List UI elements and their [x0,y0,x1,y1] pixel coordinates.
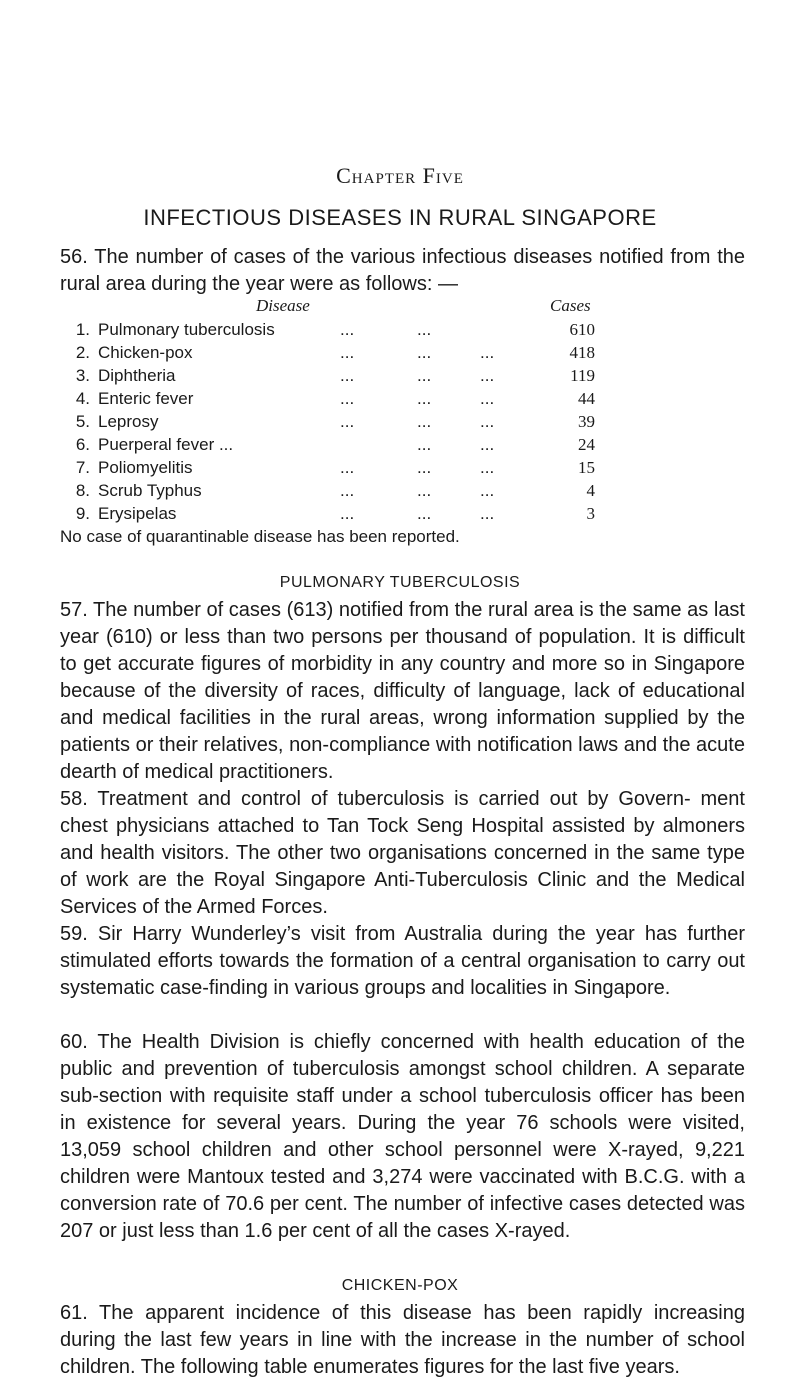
disease-name: Chicken-pox [98,343,193,362]
leader-dots: ... [417,320,432,339]
leader-dots: ... [417,435,432,454]
chapter-heading: Chapter Five [336,163,464,188]
leader-dots: ... [480,389,495,408]
leader-dots: ... [417,504,432,523]
section-heading-pulmonary-tuberculosis: PULMONARY TUBERCULOSIS [279,574,521,591]
leader-dots: ... [480,343,495,362]
leader-dots: ... [480,435,495,454]
table-row [60,366,740,389]
section-heading-chicken-pox: CHICKEN-POX [341,1277,459,1294]
table-row [60,481,740,504]
leader-dots: ... [417,366,432,385]
table-row [60,504,740,527]
disease-name: Poliomyelitis [98,458,193,477]
quarantine-note: No case of quarantinable disease has been reported. [60,527,460,546]
leader-dots: ... [417,389,432,408]
case-count: 39 [578,412,595,431]
page-title: INFECTIOUS DISEASES IN RURAL SINGAPORE [143,205,657,230]
paragraph-59: 59. Sir Harry Wunderley’s visit from Australia during the year has further stimulated efforts towards the formation of a central organisation to carry out systematic case-finding in various groups and localities in Singapore. [60,923,745,999]
disease-name: Pulmonary tuberculosis [98,320,275,339]
paragraph-56: 56. The number of cases of the various infectious diseases notified from the rural area during the year were as follows: — [60,246,745,295]
leader-dots: ... [417,412,432,431]
leader-dots: ... [480,366,495,385]
case-count: 418 [569,343,595,362]
paragraph-60: 60. The Health Division is chiefly concerned with health education of the public and prevention of tuberculosis amongst school children. A separate sub-section with requisite staff under a school tuberculosis officer has been in existence for several years. During the year 76 schools were visited, 13,059 school children and other school personnel were X-rayed, 9,221 children were Mantoux tested and 3,274 were vaccinated with B.C.G. with a conversion rate of 70.6 per cent. The number of infective cases detected was 207 or just less than 1.6 per cent of all the cases X-rayed. [60,1031,745,1242]
leader-dots: ... [480,412,495,431]
leader-dots: ... [417,481,432,500]
disease-name: Diphtheria [98,366,176,385]
leader-dots: ... [340,343,355,362]
row-number: 7. [75,458,90,477]
leader-dots: ... [480,481,495,500]
disease-column-header: Disease [256,296,310,315]
leader-dots: ... [417,458,432,477]
row-number: 9. [75,504,90,523]
leader-dots: ... [340,481,355,500]
paragraph-57: 57. The number of cases (613) notified from the rural area is the same as last year (610) or less than two persons per thousand of population. It is difficult to get accurate figures of morbidity in any country and more so in Singapore because of the diversity of races, difficulty of language, lack of educational and medical facilities in the rural areas, wrong information supplied by the patients or their relatives, non-compliance with notification laws and the acute dearth of medical practitioners. [60,599,745,783]
case-count: 3 [586,504,595,523]
table-row [60,320,740,343]
case-count: 15 [578,458,595,477]
case-count: 119 [570,366,595,385]
table-row [60,412,740,435]
case-count: 610 [569,320,595,339]
leader-dots: ... [480,504,495,523]
table-row [60,435,740,458]
row-number: 6. [75,435,90,454]
disease-name: Puerperal fever ... [98,435,234,454]
disease-name: Scrub Typhus [98,481,202,500]
row-number: 8. [75,481,90,500]
row-number: 4. [75,389,90,408]
table-row [60,343,740,366]
row-number: 1. [75,320,90,339]
leader-dots: ... [340,412,355,431]
leader-dots: ... [340,320,355,339]
disease-name: Erysipelas [98,504,177,523]
cases-column-header: Cases [550,296,591,315]
leader-dots: ... [340,389,355,408]
table-row [60,389,740,412]
leader-dots: ... [480,458,495,477]
table-row [60,458,740,481]
row-number: 3. [75,366,90,385]
case-count: 4 [586,481,595,500]
disease-name: Leprosy [98,412,159,431]
case-count: 44 [578,389,595,408]
case-count: 24 [578,435,595,454]
leader-dots: ... [340,366,355,385]
row-number: 2. [75,343,90,362]
paragraph-61: 61. The apparent incidence of this disease has been rapidly increasing during the last few years in line with the increase in the number of school children. The following table enumerates figures for the last five years. [60,1302,745,1378]
row-number: 5. [75,412,90,431]
paragraph-58: 58. Treatment and control of tuberculosis is carried out by Govern- ment chest physicians attached to Tan Tock Seng Hospital assisted by almoners and health visitors. The other two organisations concerned in the same type of work are the Royal Singapore Anti-Tuberculosis Clinic and the Medical Services of the Armed Forces. [60,788,745,918]
leader-dots: ... [340,504,355,523]
leader-dots: ... [340,458,355,477]
disease-name: Enteric fever [98,389,194,408]
leader-dots: ... [417,343,432,362]
